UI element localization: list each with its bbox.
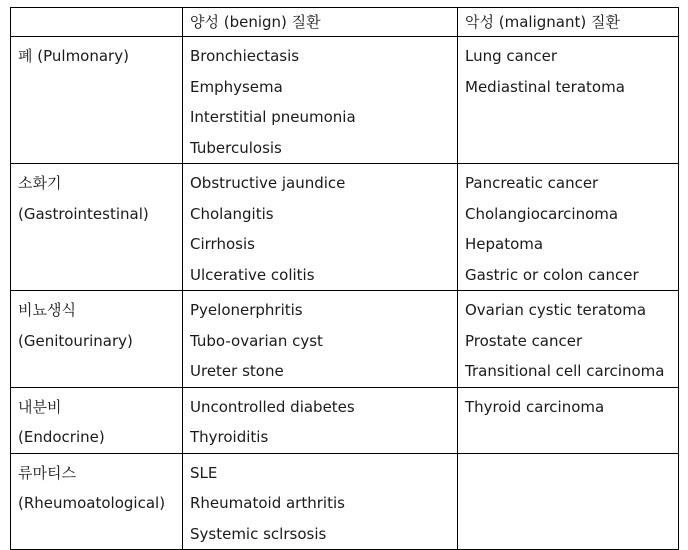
benign-item: Uncontrolled diabetes xyxy=(190,397,355,416)
malignant-item: Transitional cell carcinoma xyxy=(465,362,665,380)
document-body xyxy=(10,7,679,550)
table-row xyxy=(11,453,679,550)
disease-table xyxy=(10,7,679,550)
table-row xyxy=(11,164,679,291)
table-row xyxy=(11,291,679,388)
benign-item: Thyroiditis xyxy=(190,428,269,446)
category-label: 류마티스 xyxy=(18,463,76,482)
category-label: 폐 (Pulmonary) xyxy=(18,47,129,65)
category-label: 내분비 xyxy=(18,397,62,416)
malignant-cell xyxy=(458,453,679,550)
malignant-item: Cholangiocarcinoma xyxy=(465,204,619,223)
benign-item: Cirrhosis xyxy=(190,235,255,253)
category-label: 소화기 xyxy=(18,174,62,192)
header-benign: 양성 (benign) 질환 xyxy=(183,8,458,37)
malignant-cell xyxy=(458,164,679,291)
benign-item: Ulcerative colitis xyxy=(190,265,315,284)
malignant-item: Gastric or colon cancer xyxy=(465,265,639,284)
benign-item: Obstructive jaundice xyxy=(190,174,346,192)
benign-item: Pyelonerphritis xyxy=(190,301,303,319)
category-cell xyxy=(11,37,183,164)
category-label: (Endocrine) xyxy=(18,428,105,446)
table-row xyxy=(11,387,679,453)
benign-item: Cholangitis xyxy=(190,204,274,223)
benign-item: Rheumatoid arthritis xyxy=(190,494,345,512)
benign-item: SLE xyxy=(190,463,218,482)
benign-item: Interstitial pneumonia xyxy=(190,108,356,126)
benign-item: Systemic sclrsosis xyxy=(190,524,327,543)
malignant-item: Ovarian cystic teratoma xyxy=(465,301,647,319)
category-label: 비뇨생식 xyxy=(18,301,76,319)
category-label: (Gastrointestinal) xyxy=(18,204,149,223)
benign-cell xyxy=(183,37,458,164)
malignant-item: Mediastinal teratoma xyxy=(465,77,625,96)
category-cell xyxy=(11,453,183,550)
benign-item: Bronchiectasis xyxy=(190,47,300,65)
malignant-item: Thyroid carcinoma xyxy=(465,397,605,416)
malignant-item: Hepatoma xyxy=(465,235,544,253)
header-category xyxy=(11,8,183,37)
malignant-cell xyxy=(458,387,679,453)
header-row xyxy=(11,8,679,37)
benign-item: Ureter stone xyxy=(190,362,284,380)
malignant-item: Lung cancer xyxy=(465,47,557,65)
malignant-item: Prostate cancer xyxy=(465,331,583,350)
benign-item: Emphysema xyxy=(190,77,283,96)
benign-cell xyxy=(183,164,458,291)
benign-cell xyxy=(183,291,458,388)
category-cell xyxy=(11,291,183,388)
category-cell xyxy=(11,164,183,291)
category-cell xyxy=(11,387,183,453)
category-label: (Rheumoatological) xyxy=(18,494,166,512)
benign-cell xyxy=(183,387,458,453)
malignant-item: Pancreatic cancer xyxy=(465,174,599,192)
category-label: (Genitourinary) xyxy=(18,331,133,350)
benign-cell xyxy=(183,453,458,550)
benign-item: Tubo-ovarian cyst xyxy=(190,331,323,350)
malignant-cell xyxy=(458,37,679,164)
table-row xyxy=(11,37,679,164)
header-malignant: 악성 (malignant) 질환 xyxy=(458,8,679,37)
malignant-cell xyxy=(458,291,679,388)
benign-item: Tuberculosis xyxy=(190,138,282,157)
